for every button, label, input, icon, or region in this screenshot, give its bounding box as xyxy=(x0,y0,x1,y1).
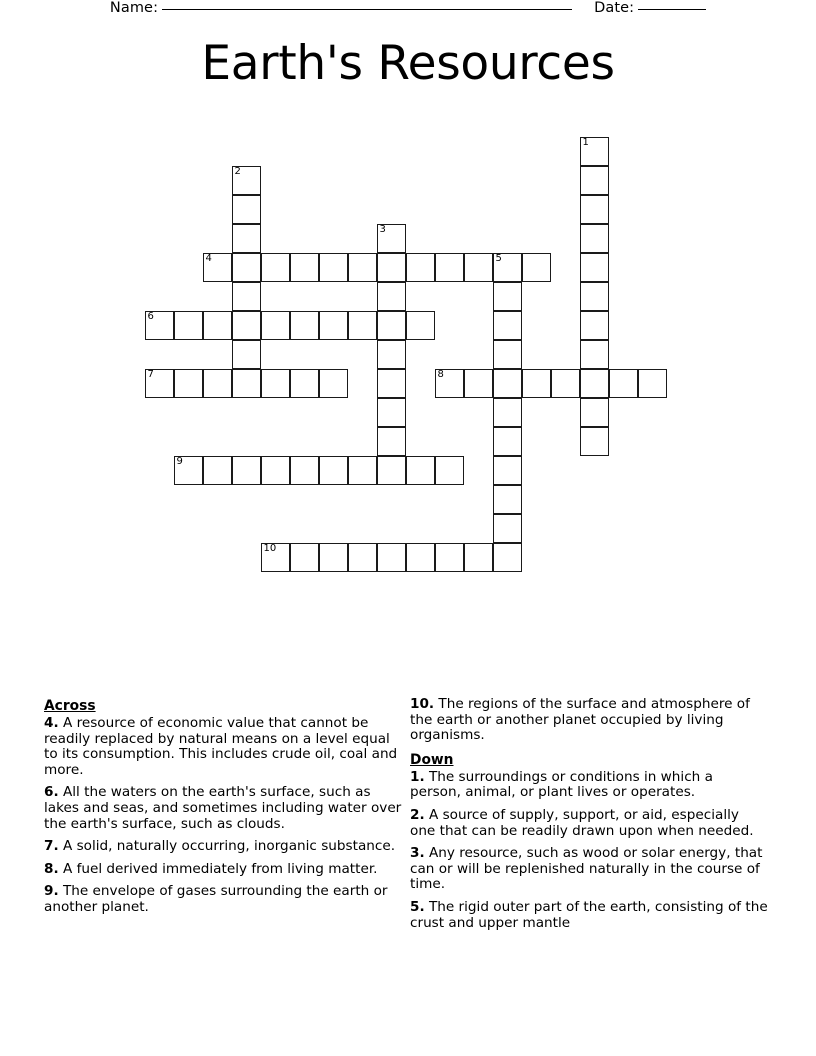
clue-item xyxy=(44,839,406,855)
crossword-cell[interactable] xyxy=(580,166,609,195)
across-clue-list xyxy=(44,716,406,916)
crossword-cell[interactable] xyxy=(580,340,609,369)
clues-section xyxy=(0,697,816,987)
date-label: Date: xyxy=(594,0,635,16)
crossword-cell[interactable] xyxy=(348,311,377,340)
crossword-cell[interactable] xyxy=(232,311,261,340)
crossword-cell[interactable] xyxy=(377,224,406,253)
crossword-cell[interactable] xyxy=(203,253,232,282)
name-write-in-rule[interactable] xyxy=(162,8,572,10)
clue-item xyxy=(44,862,406,878)
across-heading: Across xyxy=(44,698,96,714)
clue-text: The surroundings or conditions in which a person, animal, or plant lives or operates. xyxy=(410,768,713,801)
clue-text: The envelope of gases surrounding the earth or another planet. xyxy=(44,883,388,915)
clue-item xyxy=(410,846,768,893)
crossword-cell[interactable] xyxy=(609,369,638,398)
crossword-cell[interactable] xyxy=(203,369,232,398)
crossword-cell[interactable] xyxy=(580,224,609,253)
crossword-cell[interactable] xyxy=(406,543,435,572)
crossword-cell[interactable] xyxy=(348,253,377,282)
crossword-cell[interactable] xyxy=(493,398,522,427)
clue-number: 6. xyxy=(44,784,59,801)
clue-item xyxy=(44,785,406,832)
crossword-cell-number: 1 xyxy=(582,137,589,148)
crossword-cell[interactable] xyxy=(580,253,609,282)
crossword-cell[interactable] xyxy=(464,369,493,398)
crossword-cell[interactable] xyxy=(377,311,406,340)
crossword-cell[interactable] xyxy=(319,253,348,282)
crossword-cell[interactable] xyxy=(493,543,522,572)
crossword-cell-number: 4 xyxy=(205,253,212,264)
crossword-cell[interactable] xyxy=(522,369,551,398)
crossword-cell[interactable] xyxy=(464,543,493,572)
crossword-cell[interactable] xyxy=(232,253,261,282)
crossword-cell[interactable] xyxy=(493,456,522,485)
clues-column-right xyxy=(410,697,768,938)
clue-item xyxy=(410,808,768,839)
crossword-cell[interactable] xyxy=(232,340,261,369)
crossword-cell[interactable] xyxy=(290,253,319,282)
crossword-cell[interactable] xyxy=(435,369,464,398)
crossword-cell[interactable] xyxy=(580,195,609,224)
clue-text: The regions of the surface and atmosphere of the earth or another planet occupied by living organisms. xyxy=(410,696,750,744)
crossword-cell[interactable] xyxy=(348,543,377,572)
clue-number: 8. xyxy=(44,860,59,877)
name-date-line xyxy=(0,0,816,30)
crossword-cell[interactable] xyxy=(174,369,203,398)
crossword-cell[interactable] xyxy=(377,427,406,456)
crossword-cell[interactable] xyxy=(435,543,464,572)
crossword-cell[interactable] xyxy=(290,543,319,572)
clue-text: The rigid outer part of the earth, consisting of the crust and upper mantle xyxy=(410,898,768,931)
crossword-cell-number: 6 xyxy=(147,311,154,322)
crossword-cell[interactable] xyxy=(261,253,290,282)
crossword-cell[interactable] xyxy=(580,311,609,340)
crossword-cell[interactable] xyxy=(290,369,319,398)
clue-item xyxy=(410,697,768,744)
crossword-cell[interactable] xyxy=(203,311,232,340)
clue-item xyxy=(410,900,768,931)
clue-text: Any resource, such as wood or solar energy, that can or will be replenished naturally in the course of time. xyxy=(410,845,763,893)
crossword-cell[interactable] xyxy=(232,369,261,398)
crossword-cell[interactable] xyxy=(493,514,522,543)
clue-number: 4. xyxy=(44,715,59,731)
crossword-cell[interactable] xyxy=(261,369,290,398)
crossword-cell[interactable] xyxy=(377,369,406,398)
crossword-cell-number: 9 xyxy=(176,456,183,467)
clue-text: A solid, naturally occurring, inorganic substance. xyxy=(58,838,396,855)
crossword-cell[interactable] xyxy=(290,456,319,485)
crossword-cell[interactable] xyxy=(203,456,232,485)
crossword-cell[interactable] xyxy=(319,369,348,398)
clue-number: 7. xyxy=(44,838,59,855)
crossword-cell[interactable] xyxy=(493,340,522,369)
crossword-cell[interactable] xyxy=(377,456,406,485)
crossword-cell[interactable] xyxy=(174,311,203,340)
clue-text: A resource of economic value that cannot be readily replaced by natural means on a level equal to its consumption. This includes crude oil, coal and more. xyxy=(44,715,398,778)
crossword-cell[interactable] xyxy=(145,311,174,340)
crossword-cell-number: 3 xyxy=(379,224,386,235)
crossword-cell[interactable] xyxy=(377,282,406,311)
crossword-cell[interactable] xyxy=(580,137,609,166)
clue-text: A fuel derived immediately from living matter. xyxy=(58,860,378,877)
crossword-cell[interactable] xyxy=(435,456,464,485)
crossword-cell[interactable] xyxy=(580,282,609,311)
crossword-cell[interactable] xyxy=(232,456,261,485)
crossword-cell[interactable] xyxy=(493,485,522,514)
crossword-cell[interactable] xyxy=(493,311,522,340)
clue-number: 3. xyxy=(410,845,425,862)
crossword-cell[interactable] xyxy=(493,369,522,398)
crossword-cell[interactable] xyxy=(290,311,319,340)
crossword-cell[interactable] xyxy=(377,398,406,427)
crossword-cell[interactable] xyxy=(377,340,406,369)
clue-text: All the waters on the earth's surface, such as lakes and seas, and sometimes including water over the earth's surface, such as clouds. xyxy=(44,784,402,832)
name-label: Name: xyxy=(109,0,159,16)
crossword-cell[interactable] xyxy=(232,224,261,253)
clue-item xyxy=(44,884,406,915)
crossword-cell[interactable] xyxy=(493,427,522,456)
page-title: Earth's Resources xyxy=(201,36,615,91)
crossword-cell[interactable] xyxy=(261,543,290,572)
crossword-cell[interactable] xyxy=(580,427,609,456)
across-clue-list-continued xyxy=(410,697,768,744)
clue-text: A source of supply, support, or aid, especially one that can be readily drawn upon when needed. xyxy=(410,806,754,839)
crossword-cell[interactable] xyxy=(261,456,290,485)
crossword-cell[interactable] xyxy=(232,166,261,195)
clue-number: 2. xyxy=(410,806,425,823)
crossword-cell[interactable] xyxy=(406,253,435,282)
crossword-cell[interactable] xyxy=(377,543,406,572)
clue-number: 10. xyxy=(410,696,435,712)
crossword-grid xyxy=(0,130,816,590)
crossword-cell[interactable] xyxy=(145,369,174,398)
crossword-cell[interactable] xyxy=(551,369,580,398)
crossword-cell-number: 8 xyxy=(437,369,444,380)
crossword-cell-number: 10 xyxy=(263,543,277,554)
clue-item xyxy=(44,716,406,778)
clues-column-left xyxy=(44,697,406,923)
crossword-cell-number: 2 xyxy=(234,166,241,177)
crossword-cell[interactable] xyxy=(493,282,522,311)
crossword-cell[interactable] xyxy=(638,369,667,398)
clue-number: 5. xyxy=(410,898,425,915)
crossword-cell-number: 5 xyxy=(495,253,502,264)
crossword-cell[interactable] xyxy=(406,456,435,485)
crossword-cell[interactable] xyxy=(319,543,348,572)
crossword-cell[interactable] xyxy=(580,398,609,427)
crossword-cell[interactable] xyxy=(319,456,348,485)
crossword-cell[interactable] xyxy=(348,456,377,485)
clue-number: 1. xyxy=(410,768,425,785)
crossword-cell[interactable] xyxy=(493,253,522,282)
crossword-cell-number: 7 xyxy=(147,369,154,380)
crossword-cell[interactable] xyxy=(174,456,203,485)
crossword-cell[interactable] xyxy=(406,311,435,340)
crossword-cell[interactable] xyxy=(464,253,493,282)
crossword-cell[interactable] xyxy=(377,253,406,282)
down-clue-list xyxy=(410,770,768,931)
clue-number: 9. xyxy=(44,883,59,900)
date-write-in-rule[interactable] xyxy=(638,8,706,10)
crossword-cell[interactable] xyxy=(580,369,609,398)
crossword-cell[interactable] xyxy=(232,282,261,311)
crossword-cell[interactable] xyxy=(232,195,261,224)
clue-item xyxy=(410,770,768,801)
crossword-cell[interactable] xyxy=(319,311,348,340)
crossword-cell[interactable] xyxy=(435,253,464,282)
crossword-cell[interactable] xyxy=(261,311,290,340)
down-heading: Down xyxy=(410,751,454,768)
crossword-cell[interactable] xyxy=(522,253,551,282)
